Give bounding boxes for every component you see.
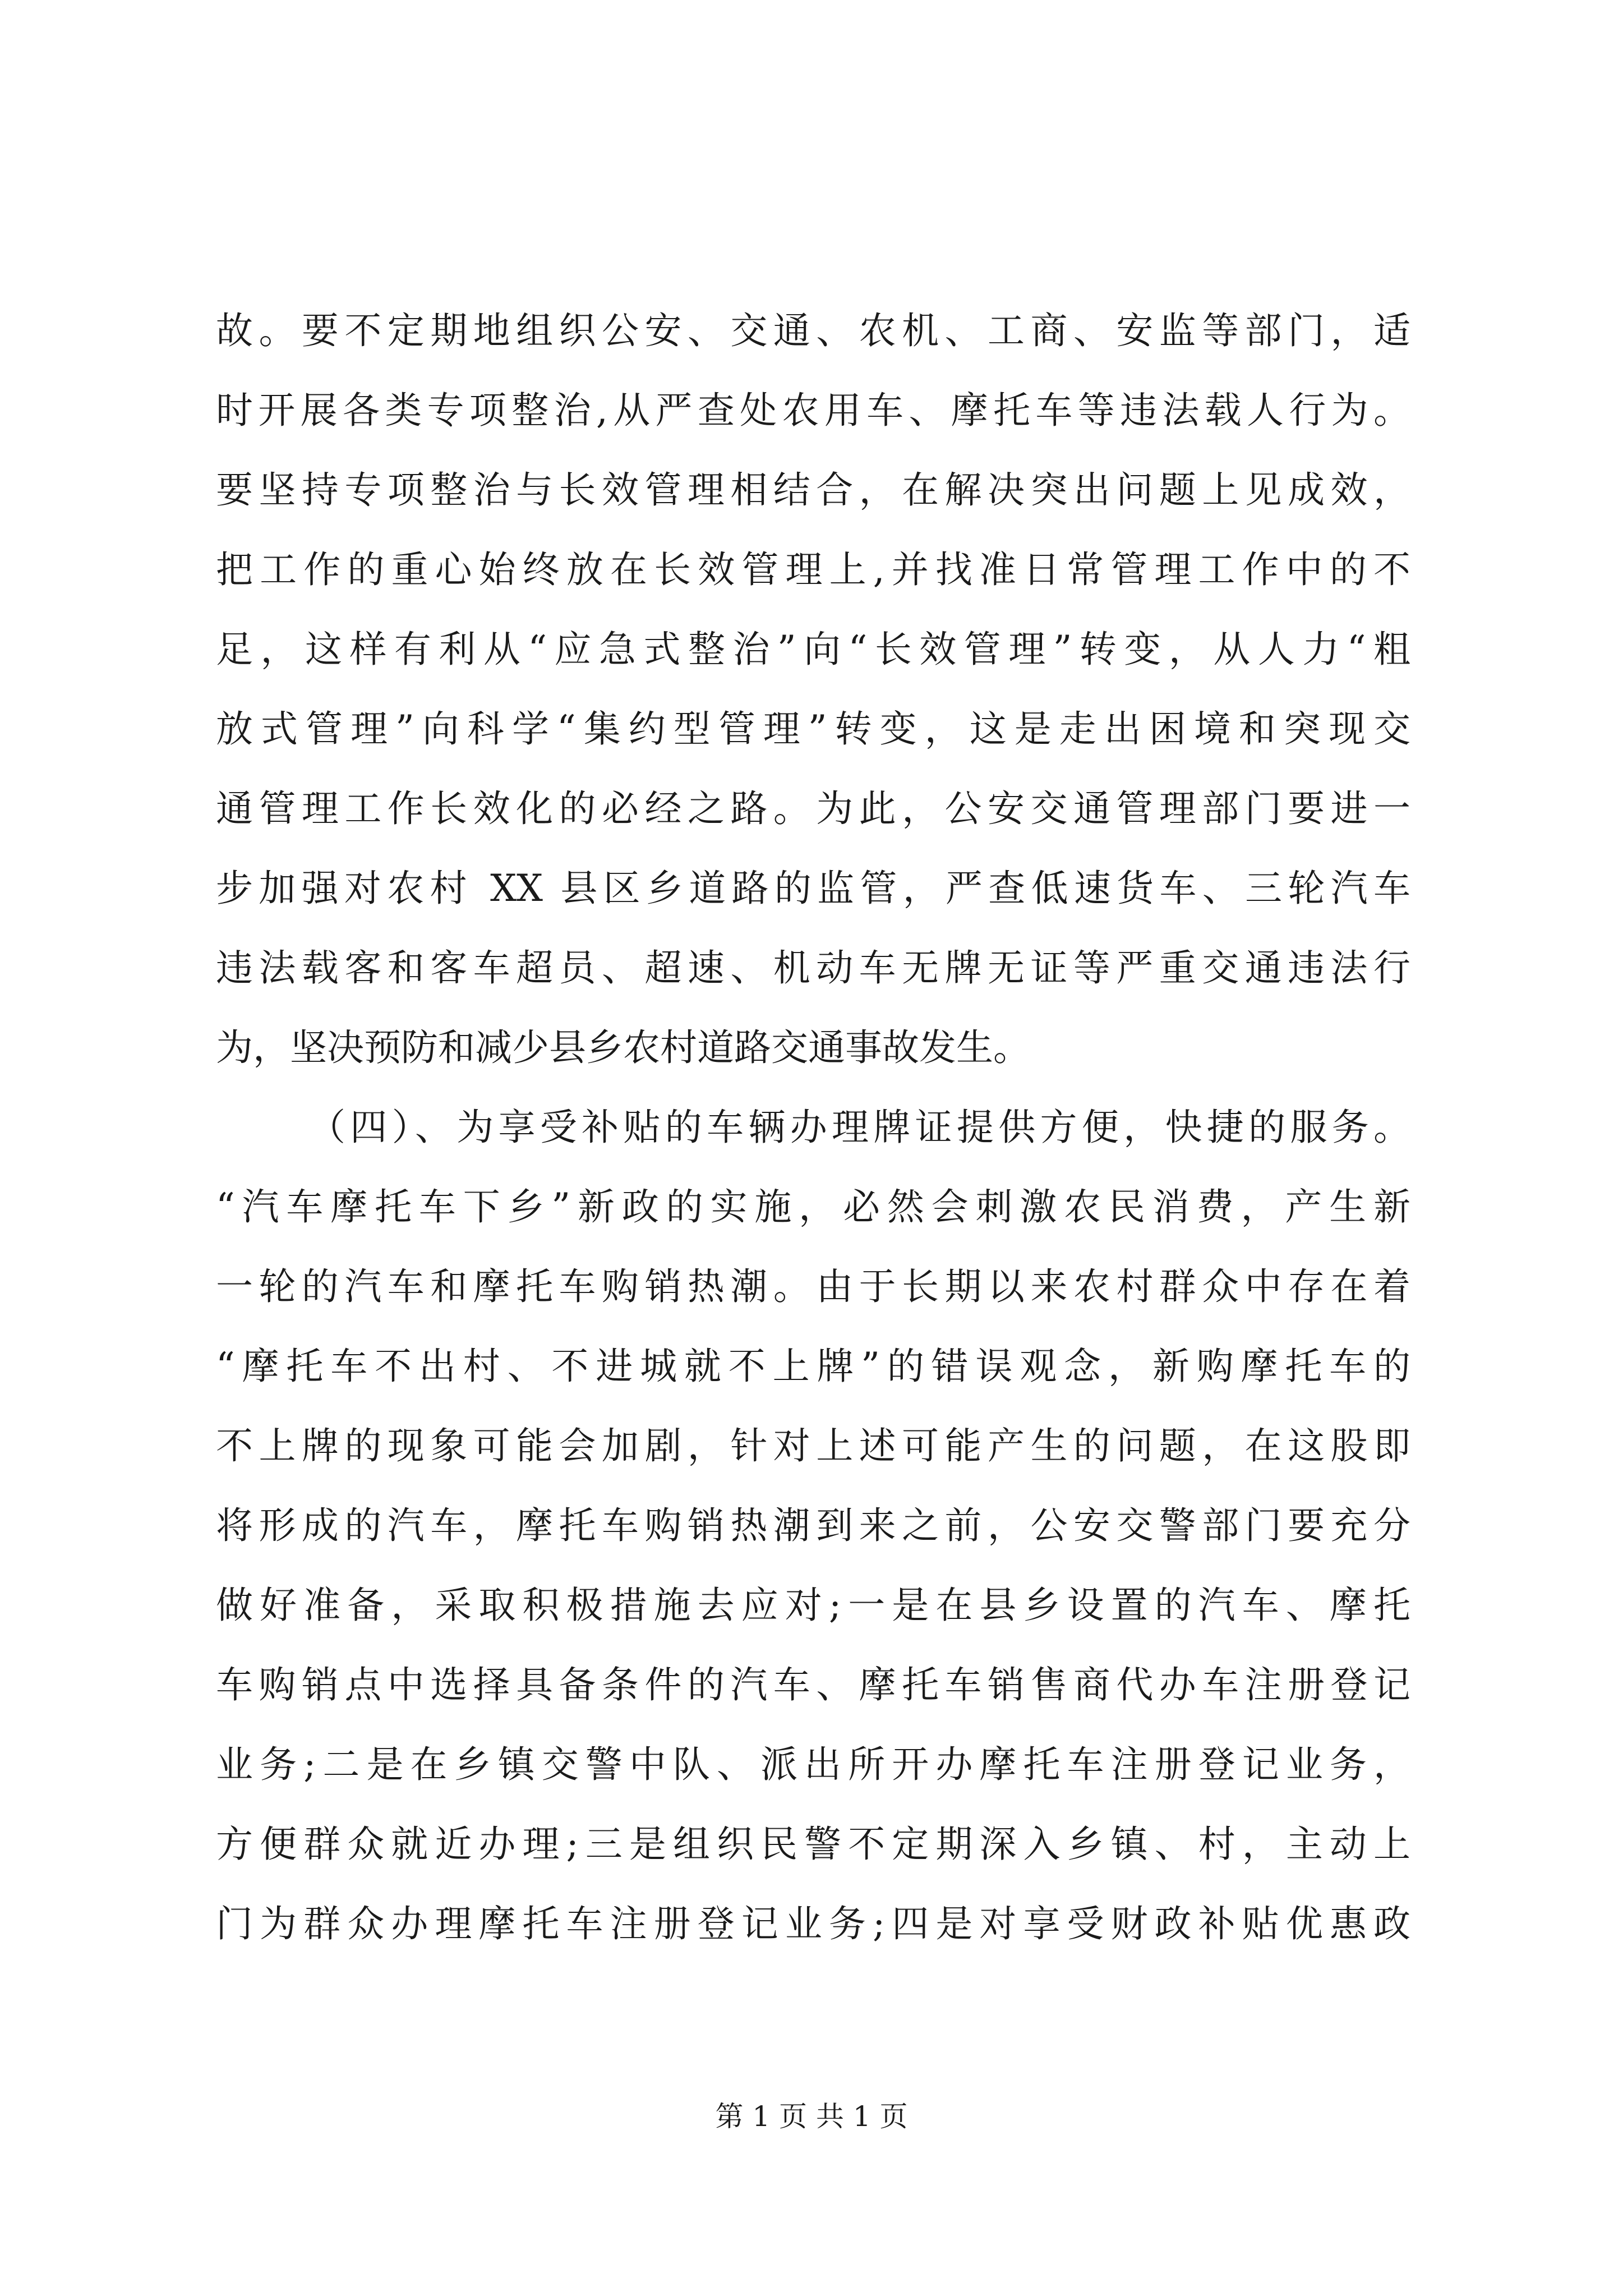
text-line: 车购销点中选择具备条件的汽车、摩托车销售商代办车注册登记	[216, 1663, 1410, 1706]
text-line: 不上牌的现象可能会加剧，针对上述可能产生的问题，在这股即	[216, 1424, 1410, 1467]
text-line: 放式管理”向科学“集约型管理”转变，这是走出困境和突现交	[216, 707, 1410, 751]
text-line: 业务;二是在乡镇交警中队、派出所开办摩托车注册登记业务，	[216, 1743, 1410, 1786]
text-line: 方便群众就近办理;三是组织民警不定期深入乡镇、村，主动上	[216, 1823, 1410, 1866]
text-line: 时开展各类专项整治,从严查处农用车、摩托车等违法载人行为。	[216, 389, 1410, 432]
text-line: （四）、为享受补贴的车辆办理牌证提供方便，快捷的服务。	[308, 1106, 1410, 1149]
text-line: 门为群众办理摩托车注册登记业务;四是对享受财政补贴优惠政	[216, 1902, 1410, 1945]
text-line: 通管理工作长效化的必经之路。为此，公安交通管理部门要进一	[216, 787, 1410, 830]
page-footer: 第 1 页 共 1 页	[715, 2100, 908, 2133]
text-line: “摩托车不出村、不进城就不上牌”的错误观念，新购摩托车的	[216, 1345, 1410, 1388]
text-line: 足，这样有利从“应急式整治”向“长效管理”转变，从人力“粗	[216, 628, 1410, 671]
text-line: 为，坚决预防和减少县乡农村道路交通事故发生。	[216, 1026, 1030, 1069]
text-line: 一轮的汽车和摩托车购销热潮。由于长期以来农村群众中存在着	[216, 1265, 1410, 1308]
text-line: 要坚持专项整治与长效管理相结合，在解决突出问题上见成效，	[216, 468, 1410, 512]
text-line: 违法载客和客车超员、超速、机动车无牌无证等严重交通违法行	[216, 946, 1410, 990]
text-line: “汽车摩托车下乡”新政的实施，必然会刺激农民消费，产生新	[216, 1185, 1410, 1228]
text-line: 把工作的重心始终放在长效管理上,并找准日常管理工作中的不	[216, 548, 1410, 591]
text-line: 步加强对农村 XX 县区乡道路的监管，严查低速货车、三轮汽车	[216, 867, 1410, 910]
text-line: 将形成的汽车，摩托车购销热潮到来之前，公安交警部门要充分	[216, 1504, 1410, 1547]
text-line: 故。要不定期地组织公安、交通、农机、工商、安监等部门，适	[216, 309, 1410, 352]
text-line: 做好准备，采取积极措施去应对;一是在县乡设置的汽车、摩托	[216, 1584, 1410, 1627]
